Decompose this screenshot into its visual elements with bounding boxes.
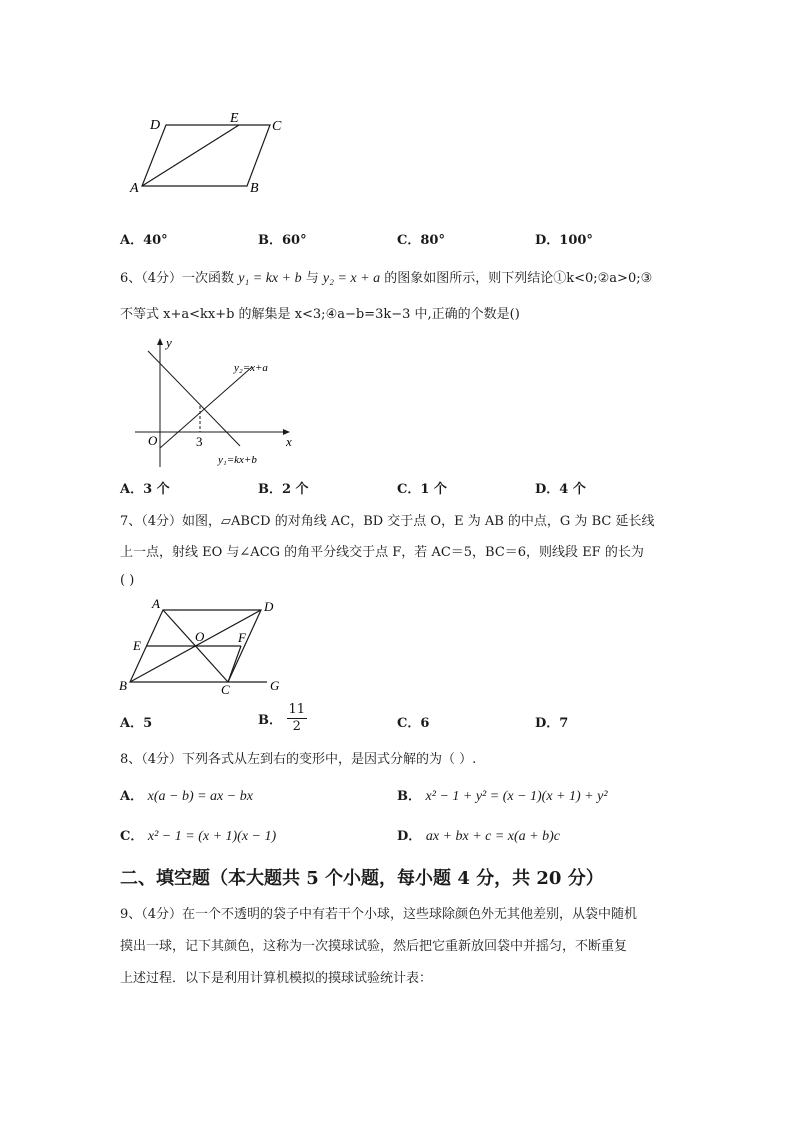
section-2-title: 二、填空题（本大题共 5 个小题，每小题 4 分，共 20 分） <box>120 868 604 889</box>
q6-label-y1: y₁=kx+b <box>218 454 257 466</box>
q7-stem-line3: ( ) <box>120 573 135 588</box>
q7-stem-line1: 7、（4分）如图，▱ABCD 的对角线 AC，BD 交于点 O，E 为 AB 的中点，G 为 BC 延长线 <box>120 514 655 529</box>
q6-line-y2 <box>160 367 252 448</box>
q7-parallelogram-figure <box>115 595 290 695</box>
q9-stem-line3: 上述过程．以下是利用计算机模拟的摸球试验统计表： <box>120 971 433 986</box>
q6-equation-1: y₁ = kx + b <box>238 271 302 286</box>
q7-option-b-numerator: 11 <box>288 702 306 717</box>
q8-option-a <box>120 785 253 805</box>
q8-option-c <box>120 825 276 845</box>
q7-label-e: E <box>133 638 141 653</box>
q8-option-c-label: C． <box>120 829 144 844</box>
q7-option-a: A．5 <box>120 716 153 731</box>
q6-stem-prefix: 6、（4分）一次函数 <box>120 271 235 286</box>
q7-label-c: C <box>221 682 230 695</box>
q8-option-a-label: A． <box>120 789 144 804</box>
q6-equation-2: y₂ = x + a <box>322 271 381 286</box>
q7-segment-cf <box>228 646 241 682</box>
q6-function-graph <box>130 333 300 473</box>
q8-option-a-expr: x(a − b) = ax − bx <box>147 789 253 804</box>
q6-label-y2: y₂=x+a <box>234 362 268 374</box>
q5-label-e: E <box>230 111 239 126</box>
q5-option-d: D．100° <box>535 233 593 248</box>
q8-option-b-expr: x² − 1 + y² = (x − 1)(x + 1) + y² <box>425 789 608 804</box>
q8-option-d <box>397 825 560 845</box>
q6-label-three: 3 <box>196 434 203 449</box>
q7-option-b <box>258 702 307 735</box>
q6-stem-suffix: 的图象如图所示，则下列结论①k<0;②a>0;③ <box>384 271 653 286</box>
q6-option-d: D．4 个 <box>535 482 586 497</box>
q6-label-origin: O <box>148 433 158 448</box>
q7-label-g: G <box>270 678 280 693</box>
q8-option-b-label: B． <box>397 789 421 804</box>
q7-option-b-label: B． <box>258 713 282 728</box>
q8-stem: 8、（4分）下列各式从左到右的变形中，是因式分解的为（ ）. <box>120 752 477 767</box>
q6-label-x: x <box>286 434 292 449</box>
q7-label-o: O <box>195 629 205 644</box>
q5-parallelogram-shape <box>142 125 270 186</box>
q6-stem-line1 <box>120 267 652 287</box>
q5-option-a: A．40° <box>120 233 168 248</box>
q7-label-f: F <box>238 630 246 645</box>
q6-stem-mid: 与 <box>305 271 319 286</box>
q5-label-c: C <box>272 119 282 134</box>
q7-option-c: C．6 <box>397 716 430 731</box>
q8-option-b <box>397 785 608 805</box>
q5-option-c: C．80° <box>397 233 445 248</box>
q7-stem-line2: 上一点，射线 EO 与∠ACG 的角平分线交于点 F，若 AC＝5，BC＝6，则线段 EF 的长为 <box>120 545 644 560</box>
q7-option-b-fraction <box>287 702 308 735</box>
q5-label-b: B <box>250 181 259 196</box>
q5-option-b: B．60° <box>258 233 307 248</box>
q7-label-d: D <box>264 599 274 614</box>
q6-y-axis-arrow <box>157 338 163 345</box>
q6-option-a: A．3 个 <box>120 482 170 497</box>
q8-option-d-expr: ax + bx + c = x(a + b)c <box>425 829 560 844</box>
q7-option-d: D．7 <box>535 716 569 731</box>
q6-option-c: C．1 个 <box>397 482 447 497</box>
q5-segment-ae <box>142 125 239 186</box>
q5-label-d: D <box>150 118 161 133</box>
q5-parallelogram-figure <box>125 108 295 198</box>
q8-option-c-expr: x² − 1 = (x + 1)(x − 1) <box>147 829 277 844</box>
q5-label-a: A <box>130 181 139 196</box>
q6-option-b: B．2 个 <box>258 482 309 497</box>
q6-label-y: y <box>166 335 172 350</box>
q7-option-b-denominator: 2 <box>292 719 301 734</box>
q9-stem-line2: 摸出一球，记下其颜色，这称为一次摸球试验，然后把它重新放回袋中并摇匀，不断重复 <box>120 939 628 954</box>
q8-option-d-label: D． <box>397 829 422 844</box>
q7-label-a: A <box>152 596 160 611</box>
q7-label-b: B <box>119 678 127 693</box>
q6-stem-line2: 不等式 x+a<kx+b 的解集是 x<3;④a−b=3k−3 中,正确的个数是() <box>120 307 520 322</box>
q9-stem-line1: 9、（4分）在一个不透明的袋子中有若干个小球，这些球除颜色外无其他差别，从袋中随机 <box>120 907 638 922</box>
